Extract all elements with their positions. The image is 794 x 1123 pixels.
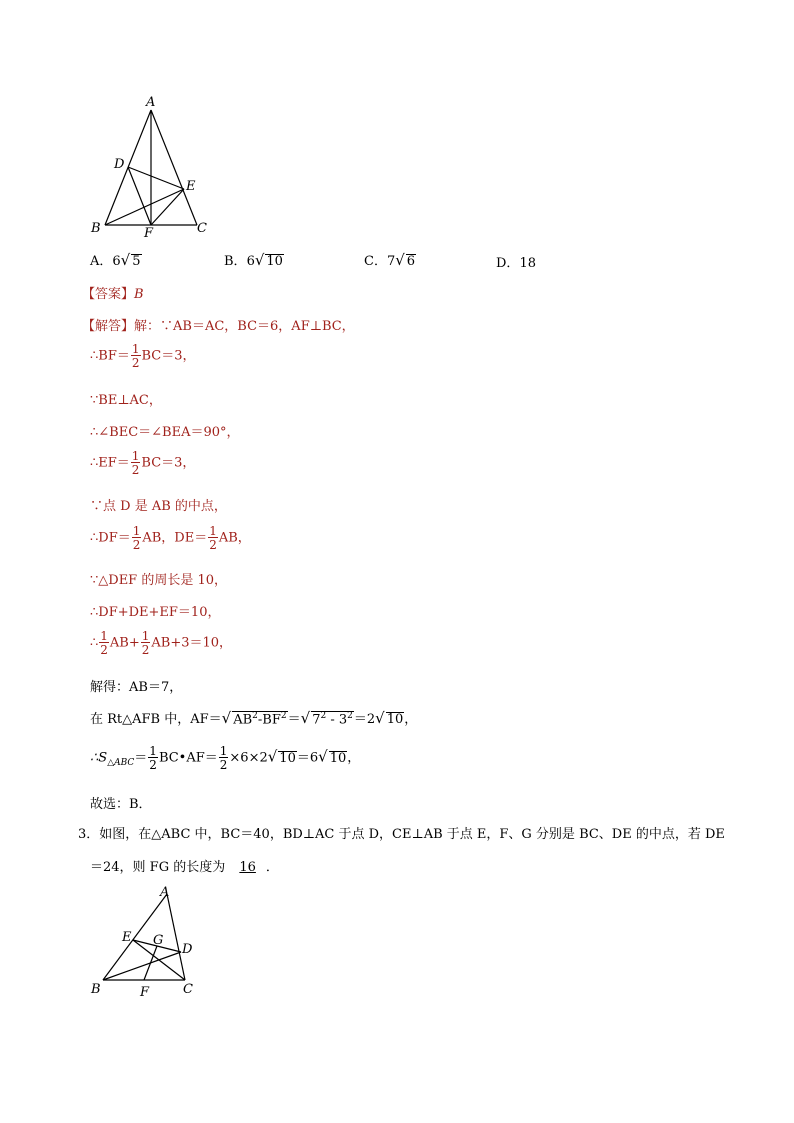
fig1-label-e: E bbox=[186, 179, 196, 194]
solution-line-4: ∴∠BEC＝∠BEA＝90°， bbox=[90, 425, 240, 440]
solution-line-5: ∴EF＝ $\frac{1}{2}$ BC＝3， bbox=[90, 449, 196, 477]
option-d: D．18 bbox=[496, 256, 536, 271]
fig3-label-f: F bbox=[140, 985, 150, 1000]
fig1-label-a: A bbox=[146, 95, 156, 110]
solution-line-11: 解得：AB＝7， bbox=[90, 680, 183, 695]
fig3-label-g: G bbox=[153, 933, 164, 948]
fig3-label-c: C bbox=[183, 982, 193, 997]
solution-line-1: 【解答】解：∵AB＝AC，BC＝6，AF⊥BC， bbox=[82, 319, 355, 334]
fig3-label-b: B bbox=[91, 982, 101, 997]
fig3-label-a: A bbox=[160, 885, 170, 900]
option-a: A．6√ 5 bbox=[90, 251, 141, 269]
fig1-label-d: D bbox=[114, 157, 125, 172]
solution-line-10: ∴ $\frac{1}{2}$ AB+ $\frac{1}{2}$ AB+3＝10， bbox=[90, 629, 233, 657]
solution-line-3: ∵BE⊥AC， bbox=[90, 393, 162, 408]
answer-blank: 16 bbox=[239, 860, 256, 875]
solution-line-14: 故选：B． bbox=[90, 797, 152, 812]
solution-line-12: 在 Rt△AFB 中，AF＝√ $AB^2-BF^2=√$ $7^2 - 3^2=2√$ 10， bbox=[90, 709, 418, 727]
option-c: C．7√ 6 bbox=[364, 251, 416, 269]
solution-line-7: ∴DF＝ $\frac{1}{2}$ AB，DE＝ $\frac{1}{2}$ AB， bbox=[90, 524, 251, 552]
fig3-label-d: D bbox=[182, 942, 193, 957]
question-3-line-2: ＝24，则 FG 的长度为 16 ． bbox=[90, 860, 279, 875]
fig1-label-f: F bbox=[144, 226, 154, 241]
fig1-label-c: C bbox=[197, 221, 207, 236]
option-b: B．6√ 10 bbox=[224, 251, 283, 269]
fig1-label-b: B bbox=[91, 221, 101, 236]
answer-line: 【答案】B bbox=[82, 287, 144, 302]
fig3-label-e: E bbox=[122, 930, 132, 945]
figure-triangle-abc-def bbox=[85, 92, 215, 242]
solution-line-6: ∵点 D 是 AB 的中点， bbox=[90, 499, 227, 514]
question-3-line-1: 3．如图，在△ABC 中，BC＝40，BD⊥AC 于点 D，CE⊥AB 于点 E，F、G 分别是 BC、DE 的中点，若 DE bbox=[78, 827, 725, 842]
solution-line-8: ∵△DEF 的周长是 10， bbox=[90, 573, 228, 588]
solution-line-2: ∴BF＝ $\frac{1}{2}$ BC＝3， bbox=[90, 342, 196, 370]
solution-line-13: $\therefore S_{\triangle ABC}=$ $\frac{1}{2}$ BC•AF＝ $\frac{1}{2}$ ×6×2√ 10＝6√ 10， bbox=[90, 744, 361, 772]
solution-line-9: ∴DF+DE+EF＝10， bbox=[90, 605, 221, 620]
figure-triangle-abc-defg bbox=[85, 880, 205, 995]
